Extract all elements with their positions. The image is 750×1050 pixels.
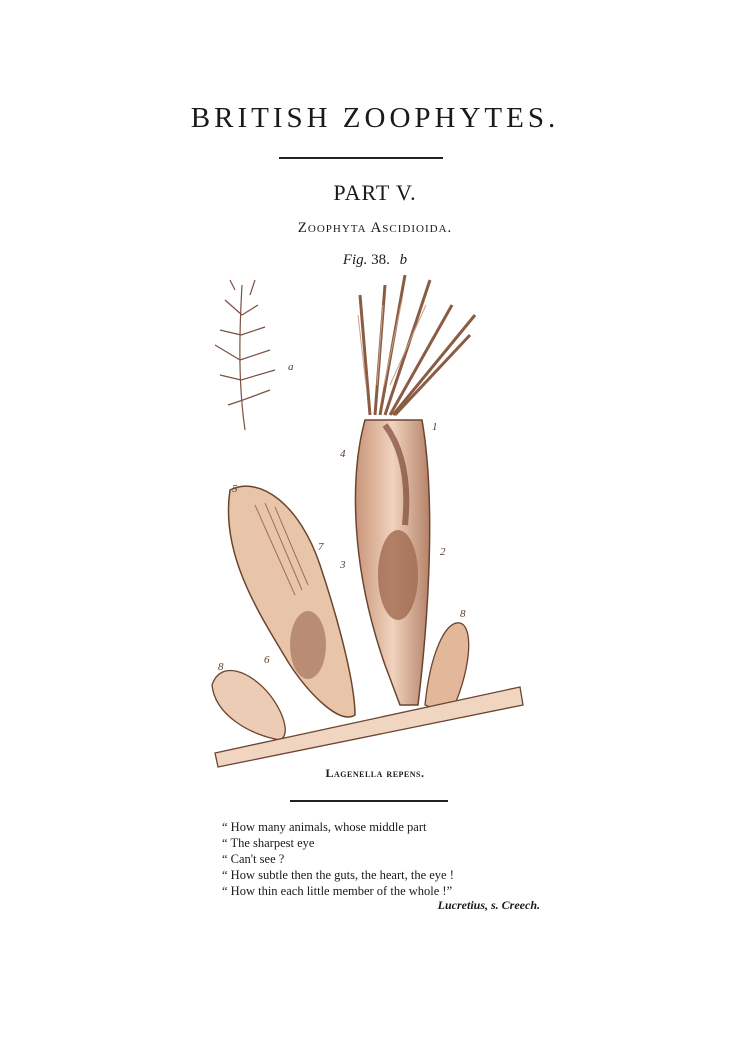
- plate-label-a: a: [288, 361, 294, 373]
- figure-prefix: Fig.: [342, 252, 368, 268]
- verse-line: “ How subtle then the guts, the heart, the eye !: [222, 868, 454, 882]
- bud-left: [212, 671, 285, 740]
- tentacle-crown: [360, 275, 475, 415]
- plate-label-7: 7: [318, 541, 324, 553]
- plate-label-3: 3: [340, 559, 346, 571]
- figure-letter: b: [399, 252, 408, 268]
- caption-rule: [290, 800, 448, 802]
- plate-label-8b: 8: [218, 661, 224, 673]
- part-heading: PART V.: [333, 180, 417, 205]
- figure-number: 38.: [371, 252, 390, 268]
- plate-label-6: 6: [264, 654, 270, 666]
- plate-label-5: 5: [232, 483, 238, 495]
- figure-caption: Lagenella repens.: [325, 766, 425, 780]
- plate-label-8a: 8: [460, 608, 466, 620]
- figure-label: [0, 252, 750, 269]
- plate-label-2: 2: [440, 546, 446, 558]
- title-rule: [279, 157, 443, 159]
- verse-line: “ The sharpest eye: [222, 836, 315, 850]
- attribution: Lucretius, s. Creech.: [437, 898, 540, 912]
- plate-label-4: 4: [340, 448, 346, 460]
- polyp-stomach: [378, 530, 418, 620]
- sprig-drawing: [215, 280, 275, 430]
- plate-label-1: 1: [432, 421, 438, 433]
- verse-line: “ Can't see ?: [222, 852, 285, 866]
- verse-line: “ How many animals, whose middle part: [222, 820, 427, 834]
- verse-block: [222, 819, 454, 899]
- page-title: BRITISH ZOOPHYTES.: [190, 102, 560, 134]
- section-subtitle: Zoophyta Ascidioida.: [297, 220, 453, 236]
- verse-line: “ How thin each little member of the whole !”: [222, 884, 453, 898]
- zoophyte-illustration: [190, 275, 535, 770]
